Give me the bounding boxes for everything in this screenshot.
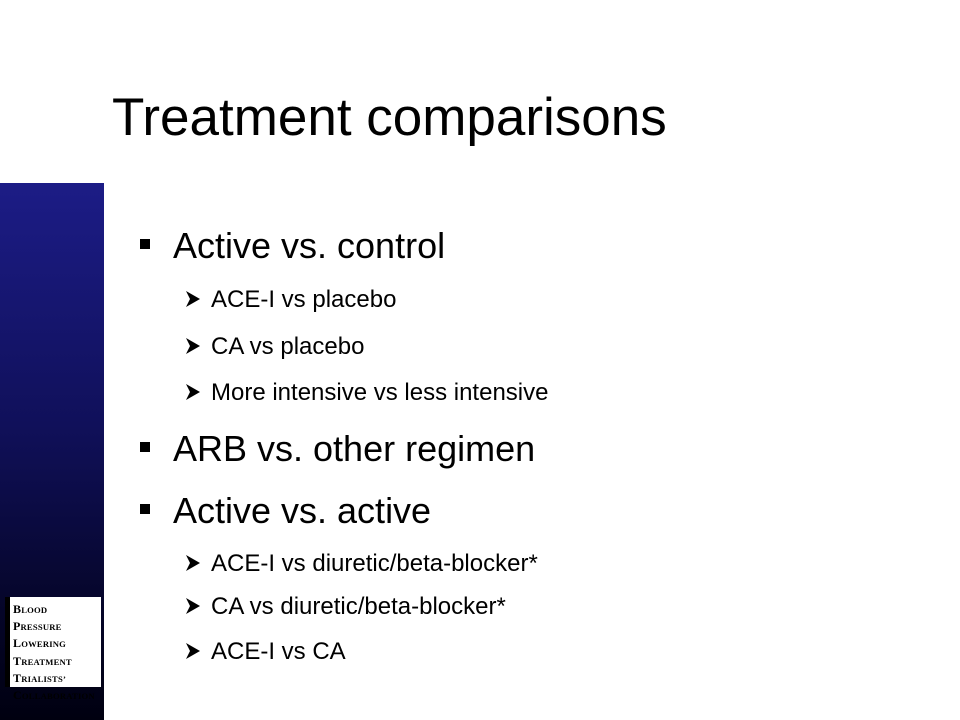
- logo-line: PRESSURE: [13, 619, 62, 634]
- logo-line: COLLABORATION: [13, 688, 95, 703]
- bullet-item-level1: ARB vs. other regimen: [140, 427, 535, 471]
- bullet-item-level1: Active vs. control: [140, 224, 445, 268]
- arrowhead-bullet-icon: [185, 383, 201, 401]
- square-bullet-icon: [140, 442, 150, 452]
- logo-line: TRIALISTS’: [13, 670, 67, 685]
- square-bullet-icon: [140, 504, 150, 514]
- logo-line: TREATMENT: [13, 653, 72, 668]
- arrowhead-bullet-icon: [185, 642, 201, 660]
- bullet-item-level2: ACE-I vs CA: [185, 637, 346, 667]
- bullet-item-level2: ACE-I vs placebo: [185, 285, 396, 315]
- bullet-item-level2: More intensive vs less intensive: [185, 378, 548, 408]
- arrowhead-bullet-icon: [185, 597, 201, 615]
- arrowhead-bullet-icon: [185, 290, 201, 308]
- slide-title: Treatment comparisons: [112, 88, 667, 147]
- arrowhead-bullet-icon: [185, 337, 201, 355]
- logo-line: BLOOD: [13, 602, 48, 616]
- bullet-item-level2: ACE-I vs diuretic/beta-blocker*: [185, 549, 538, 579]
- square-bullet-icon: [140, 239, 150, 249]
- bullet-item-level1: Active vs. active: [140, 489, 431, 533]
- bullet-item-level2: CA vs diuretic/beta-blocker*: [185, 592, 506, 622]
- arrowhead-bullet-icon: [185, 554, 201, 572]
- logo-line: LOWERING: [13, 636, 67, 651]
- bullet-item-level2: CA vs placebo: [185, 332, 364, 362]
